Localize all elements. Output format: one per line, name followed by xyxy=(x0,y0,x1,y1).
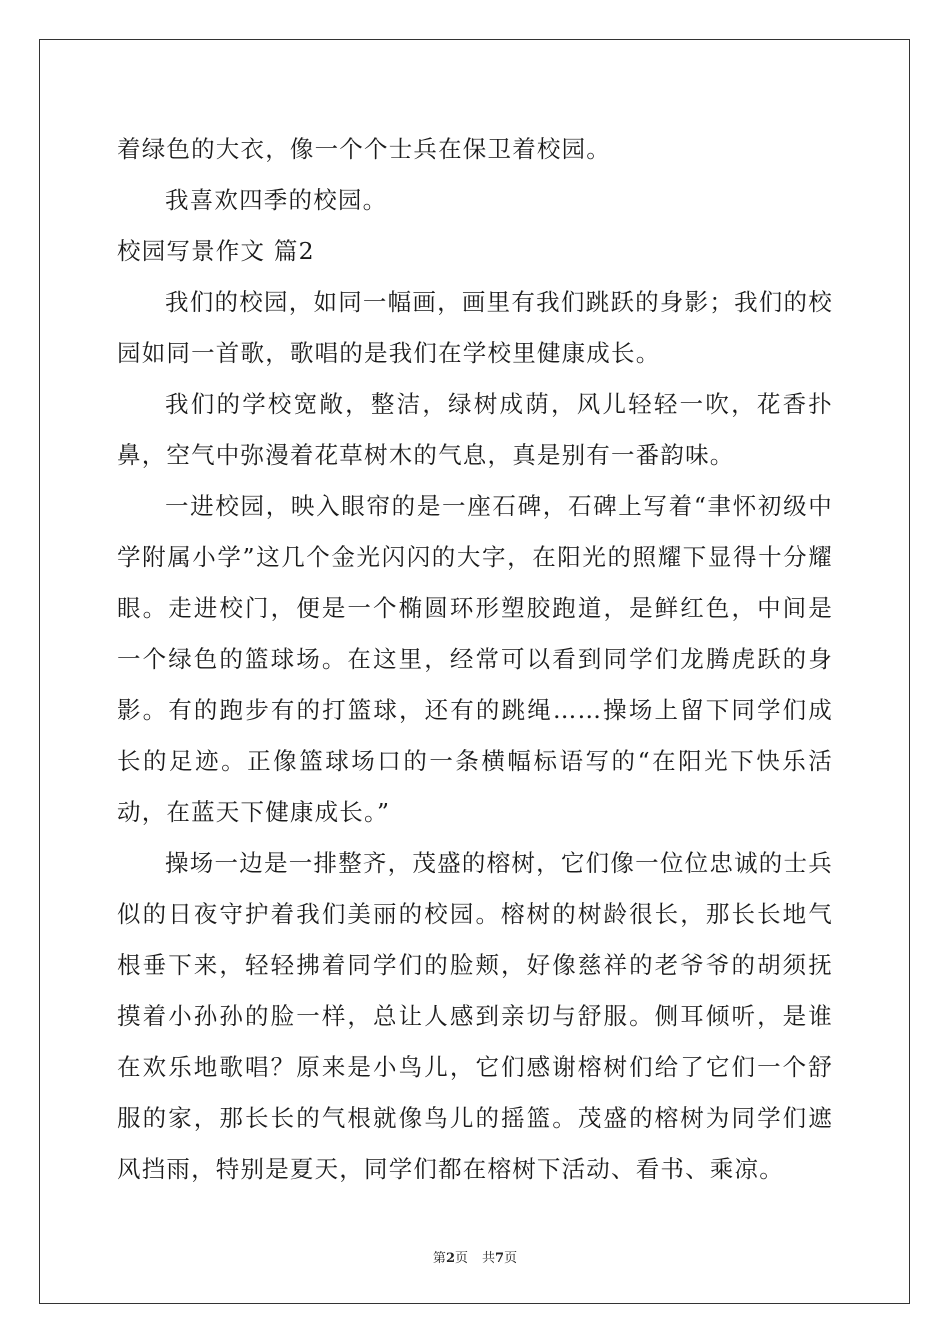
total-suffix: 页 xyxy=(504,1251,518,1266)
page-prefix: 第 xyxy=(432,1251,446,1266)
page-current: 2 xyxy=(445,1251,455,1266)
page-footer xyxy=(0,1247,950,1266)
document-body xyxy=(117,124,833,1195)
paragraph-banyan: 操场一边是一排整齐，茂盛的榕树，它们像一位位忠诚的士兵似的日夜守护着我们美丽的校园。榕树的树龄很长，那长长地气根垂下来，轻轻拂着同学们的脸颊，好像慈祥的老爷爷的胡须抚摸着小孙孙的脸一样，总让人感到亲切与舒服。侧耳倾听，是谁在欢乐地歌唱？原来是小鸟儿，它们感谢榕树们给了它们一个舒服的家，那长长的气根就像鸟儿的摇篮。茂盛的榕树为同学们遮风挡雨，特别是夏天，同学们都在榕树下活动、看书、乘凉。 xyxy=(117,849,833,1183)
page-total: 7 xyxy=(495,1251,505,1266)
paragraph-continuation: 着绿色的大衣，像一个个士兵在保卫着校园。 xyxy=(117,135,611,163)
page-suffix: 页 xyxy=(454,1251,468,1266)
paragraph-entrance: 一进校园，映入眼帘的是一座石碑，石碑上写着“聿怀初级中学附属小学”这几个金光闪闪的大字，在阳光的照耀下显得十分耀眼。走进校门，便是一个椭圆环形塑胶跑道，是鲜红色，中间是一个绿色的篮球场。在这里，经常可以看到同学们龙腾虎跃的身影。有的跑步有的打篮球，还有的跳绳……操场上留下同学们成长的足迹。正像篮球场口的一条横幅标语写的“在阳光下快乐活动，在蓝天下健康成长。” xyxy=(117,492,833,826)
paragraph-closing: 我喜欢四季的校园。 xyxy=(165,186,388,214)
paragraph-school: 我们的学校宽敞，整洁，绿树成荫，风儿轻轻一吹，花香扑鼻，空气中弥漫着花草树木的气息，真是别有一番韵味。 xyxy=(117,390,833,469)
paragraph-intro: 我们的校园，如同一幅画，画里有我们跳跃的身影；我们的校园如同一首歌，歌唱的是我们在学校里健康成长。 xyxy=(117,288,833,367)
total-prefix: 共 xyxy=(482,1251,496,1266)
section-heading: 校园写景作文 篇2 xyxy=(117,237,315,265)
